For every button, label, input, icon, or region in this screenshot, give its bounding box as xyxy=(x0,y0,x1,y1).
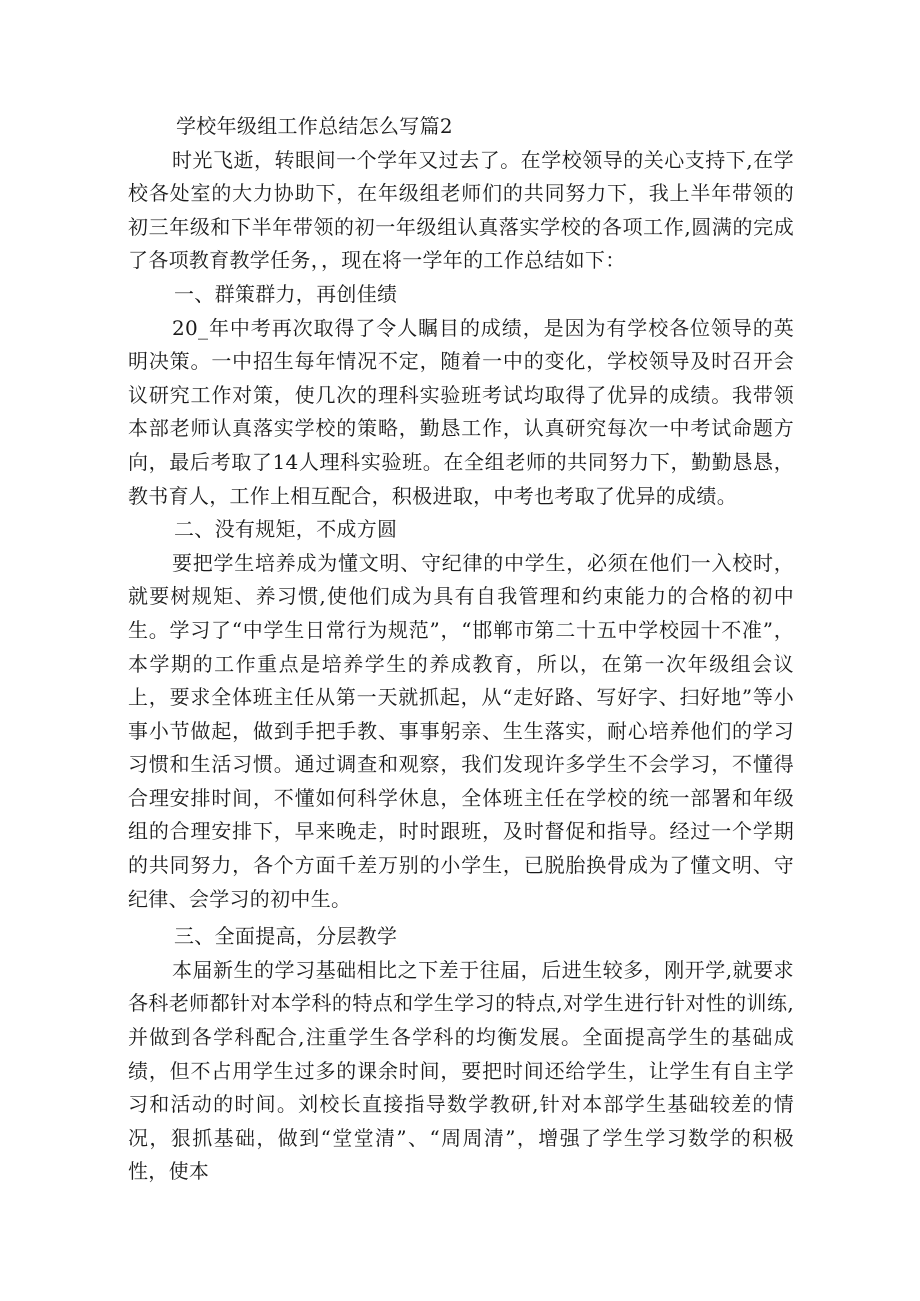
document-body xyxy=(128,110,794,1189)
section-heading-2: 二、没有规矩，不成方圆 xyxy=(174,517,398,542)
section-body-1: 20_年中考再次取得了令人瞩目的成绩，是因为有学校各位领导的英明决策。一中招生每年情况不定，随着一中的变化，学校领导及时召开会议研究工作对策，使几次的理科实验班考试均取得了优异的成绩。我带领本部老师认真落实学校的策略，勤恳工作，认真研究每次一中考试命题方向，最后考取了14人理科实验班。在全组老师的共同努力下，勤勤恳恳，教书育人，工作上相互配合，积极进取，中考也考取了优异的成绩。 xyxy=(128,315,794,508)
section-body-2: 要把学生培养成为懂文明、守纪律的中学生，必须在他们一入校时，就要树规矩、养习惯,使他们成为具有自我管理和约束能力的合格的初中生。学习了“中学生日常行为规范”，“邯郸市第二十五中学校园十不准”，本学期的工作重点是培养学生的养成教育，所以，在第一次年级组会议上，要求全体班主任从第一天就抓起，从“走好路、写好字、扫好地”等小事小节做起，做到手把手教、事事躬亲、生生落实，耐心培养他们的学习习惯和生活习惯。通过调查和观察，我们发现许多学生不会学习，不懂得合理安排时间，不懂如何科学休息，全体班主任在学校的统一部署和年级组的合理安排下，早来晚走，时时跟班，及时督促和指导。经过一个学期的共同努力，各个方面千差万别的小学生，已脱胎换骨成为了懂文明、守纪律、会学习的初中生。 xyxy=(128,550,794,911)
intro-paragraph: 时光飞逝，转眼间一个学年又过去了。在学校领导的关心支持下,在学校各处室的大力协助下，在年级组老师们的共同努力下，我上半年带领的初三年级和下半年带领的初一年级组认真落实学校的各项工作,圆满的完成了各项教育教学任务，，现在将一学年的工作总结如下： xyxy=(128,147,794,273)
section-heading-3: 三、全面提高，分层教学 xyxy=(174,924,398,949)
section-body-3: 本届新生的学习基础相比之下差于往届，后进生较多，刚开学,就要求各科老师都针对本学科的特点和学生学习的特点,对学生进行针对性的训练,并做到各学科配合,注重学生各学科的均衡发展。全面提高学生的基础成绩，但不占用学生过多的课余时间，要把时间还给学生，让学生有自主学习和活动的时间。刘校长直接指导数学教研,针对本部学生基础较差的情况，狠抓基础，做到“堂堂清”、“周周清”，增强了学生学习数学的积极性，使本 xyxy=(128,957,794,1184)
document-title: 学校年级组工作总结怎么写篇2 xyxy=(176,114,453,138)
section-heading-1: 一、群策群力，再创佳绩 xyxy=(174,281,398,306)
